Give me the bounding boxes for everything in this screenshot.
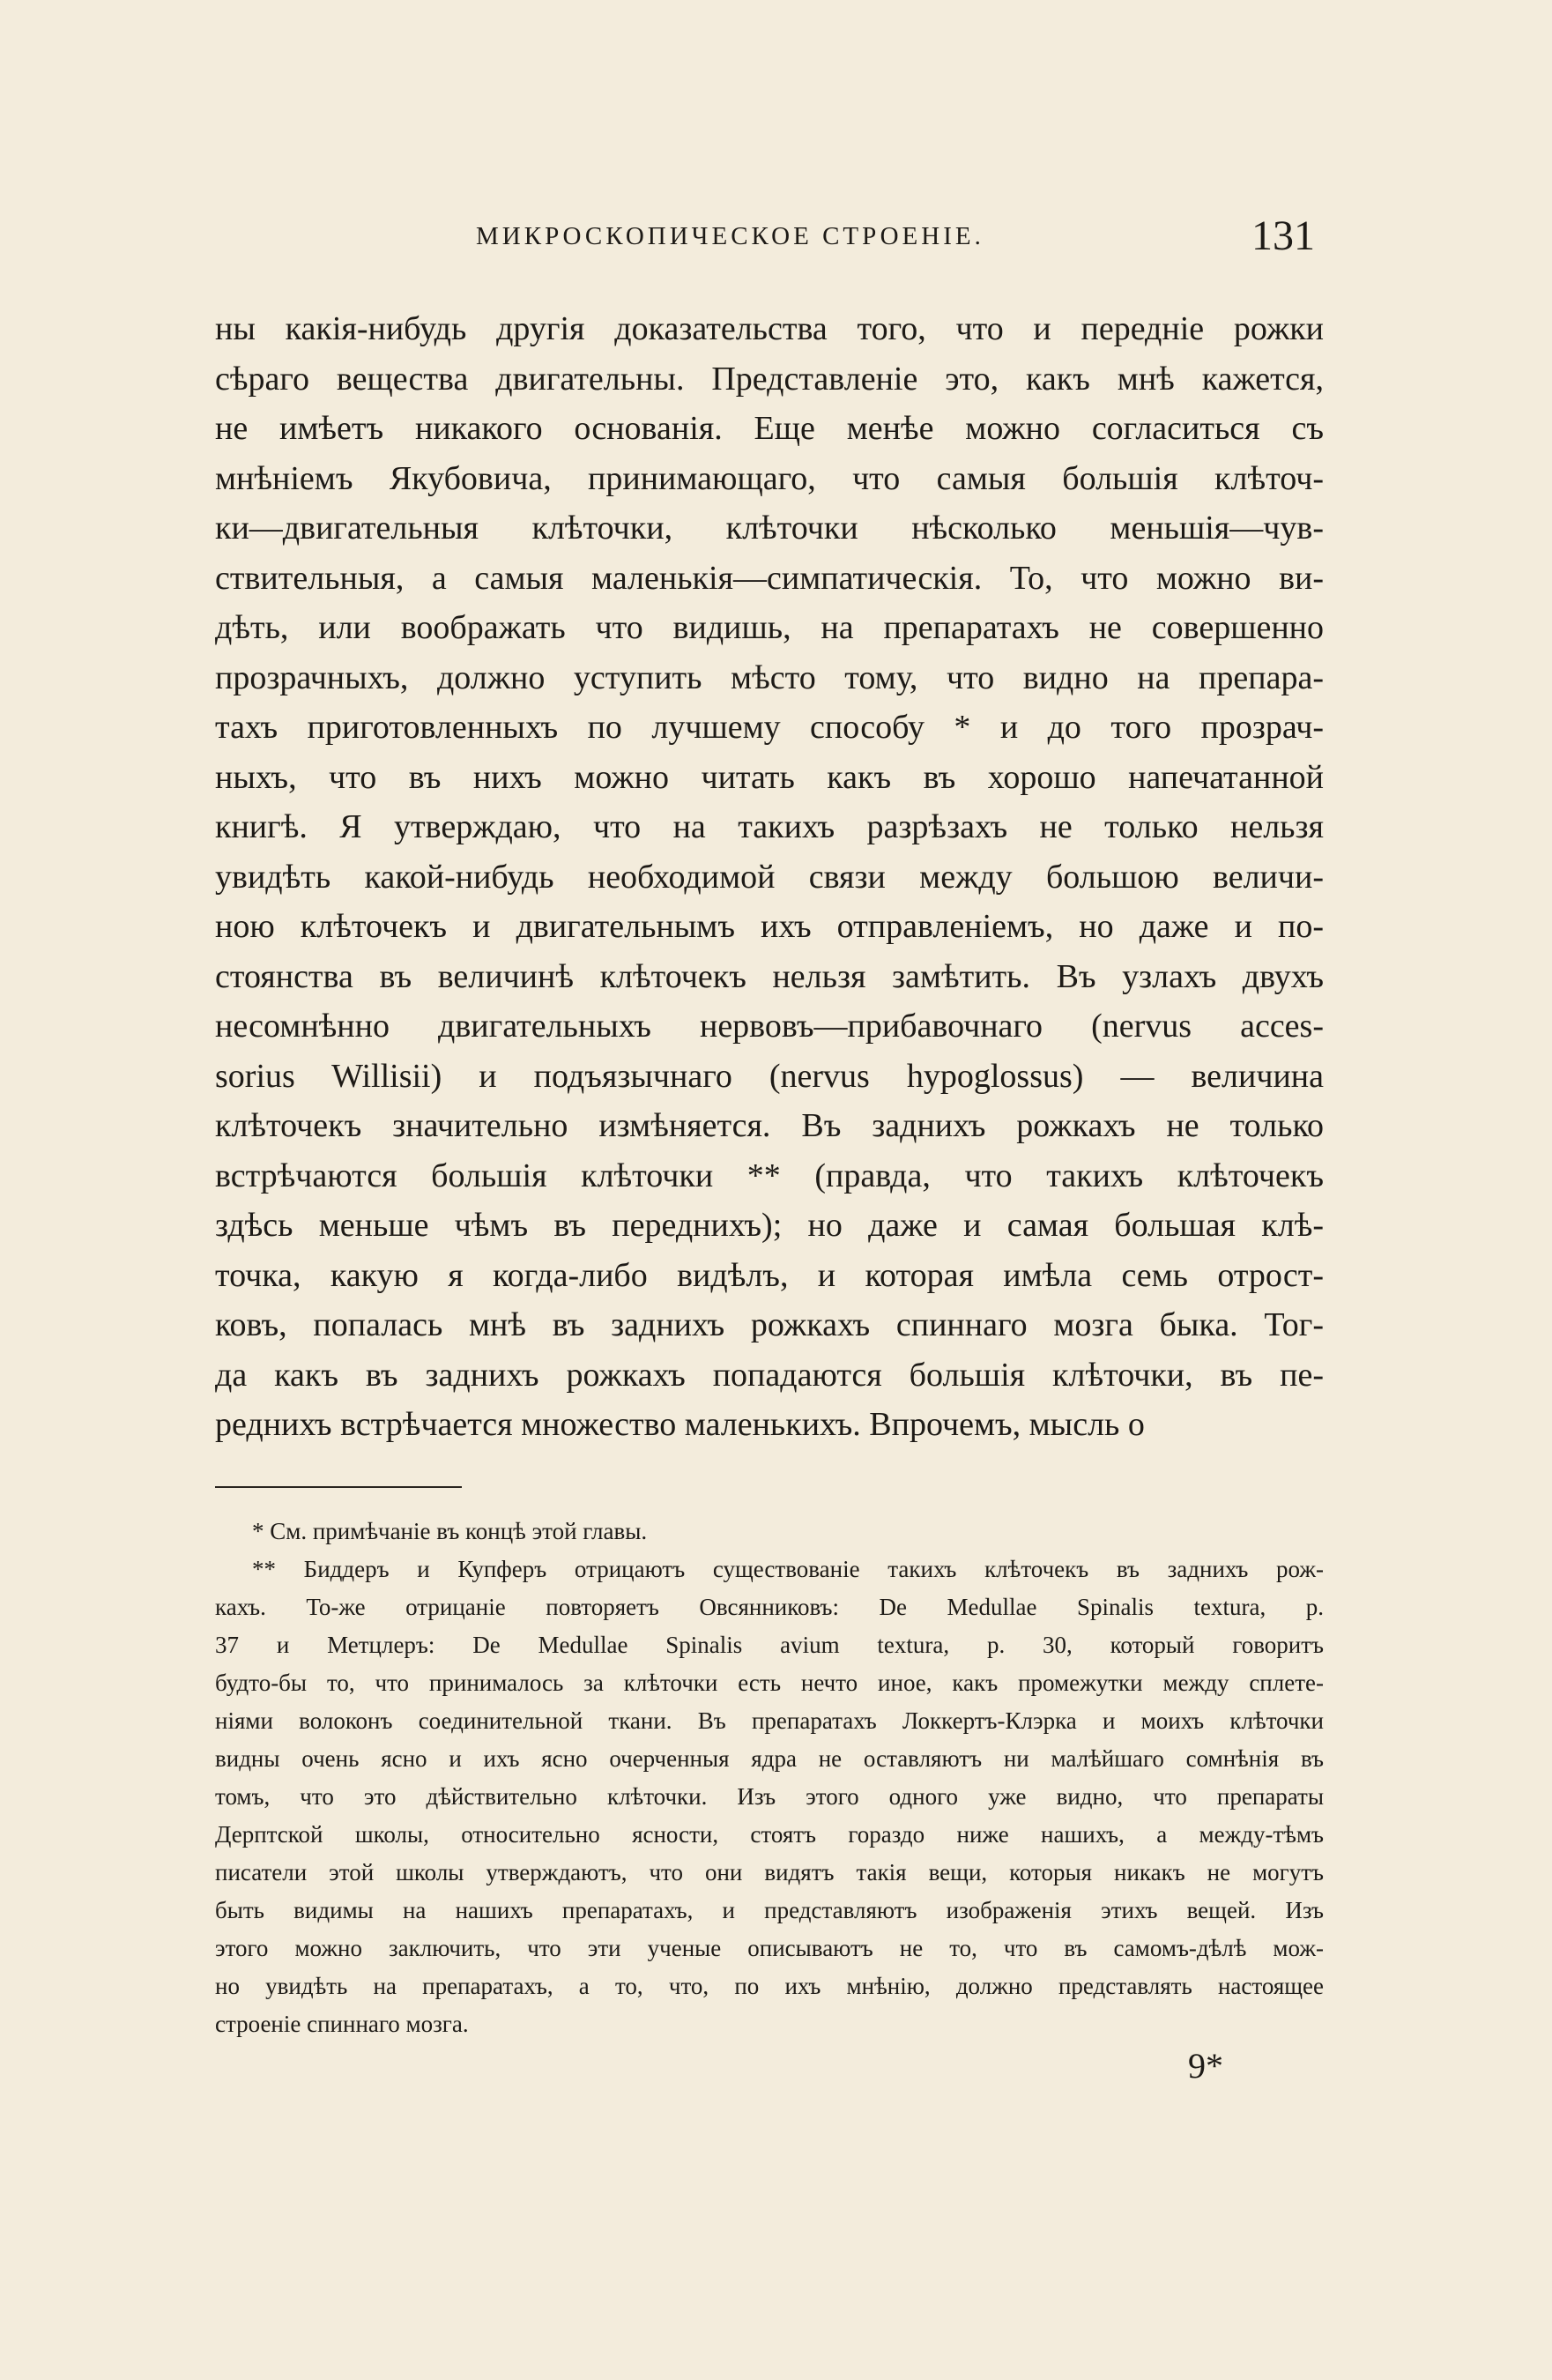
footnote-line: этого можно заключить, что эти ученые описываютъ не то, что въ самомъ-дѣлѣ мож- bbox=[215, 1935, 1324, 1961]
text-line: дѣть, или воображать что видишь, на препаратахъ не совершенно bbox=[215, 609, 1324, 646]
footnote-line: будто-бы то, что принималось за клѣточки есть нечто иное, какъ промежутки между сплете- bbox=[215, 1670, 1324, 1696]
footnote-line: видны очень ясно и ихъ ясно очерченныя ядра не оставляютъ ни малѣйшаго сомнѣнія въ bbox=[215, 1745, 1324, 1772]
text-line: мнѣніемъ Якубовича, принимающаго, что самыя большія клѣточ- bbox=[215, 459, 1324, 497]
footnote-line: строеніе спиннаго мозга. bbox=[215, 2011, 469, 2037]
footnote-line: * См. примѣчаніе въ концѣ этой главы. bbox=[252, 1518, 648, 1544]
text-line: здѣсь меньше чѣмъ въ переднихъ); но даже и самая большая клѣ- bbox=[215, 1207, 1324, 1244]
text-line: увидѣть какой-нибудь необходимой связи между большою величи- bbox=[215, 858, 1324, 896]
text-line: встрѣчаются большія клѣточки ** (правда, что такихъ клѣточекъ bbox=[215, 1157, 1324, 1194]
text-line: не имѣетъ никакого основанія. Еще менѣе можно согласиться съ bbox=[215, 410, 1324, 447]
page-number: 131 bbox=[1251, 212, 1315, 259]
footnotes bbox=[215, 1513, 1324, 2043]
signature-mark: 9* bbox=[1188, 2046, 1223, 2086]
text-line: sorius Willisii) и подъязычнаго (nervus hypoglossus) — величина bbox=[215, 1057, 1324, 1095]
footnote-line: быть видимы на нашихъ препаратахъ, и представляютъ изображенія этихъ вещей. Изъ bbox=[215, 1897, 1324, 1923]
text-line: ною клѣточекъ и двигательнымъ ихъ отправленіемъ, но даже и по- bbox=[215, 908, 1324, 945]
footnote-line: 37 и Метцлеръ: De Medullae Spinalis avium textura, p. 30, который говоритъ bbox=[215, 1632, 1324, 1658]
text-line: реднихъ встрѣчается множество маленькихъ. Впрочемъ, мысль о bbox=[215, 1406, 1145, 1443]
text-line: тахъ приготовленныхъ по лучшему способу * и до того прозрач- bbox=[215, 709, 1324, 746]
text-line: да какъ въ заднихъ рожкахъ попадаются большія клѣточки, въ пе- bbox=[215, 1356, 1324, 1394]
footnote-line: томъ, что это дѣйствительно клѣточки. Изъ этого одного уже видно, что препараты bbox=[215, 1783, 1324, 1810]
running-title: МИКРОСКОПИЧЕСКОЕ СТРОЕНІЕ. bbox=[476, 222, 984, 250]
text-line: ки—двигательныя клѣточки, клѣточки нѣсколько меньшія—чув- bbox=[215, 509, 1324, 547]
text-line: книгѣ. Я утверждаю, что на такихъ разрѣзахъ не только нельзя bbox=[215, 808, 1324, 845]
footnote-line: ** Биддеръ и Купферъ отрицаютъ существованіе такихъ клѣточекъ въ заднихъ рож- bbox=[252, 1556, 1324, 1582]
text-line: ствительныя, а самыя маленькія—симпатическія. То, что можно ви- bbox=[215, 559, 1324, 597]
text-line: стоянства въ величинѣ клѣточекъ нельзя замѣтить. Въ узлахъ двухъ bbox=[215, 957, 1324, 995]
text-line: несомнѣнно двигательныхъ нервовъ—прибавочнаго (nervus acces- bbox=[215, 1008, 1324, 1045]
footnote-line: но увидѣть на препаратахъ, а то, что, по ихъ мнѣнію, должно представлять настоящее bbox=[215, 1973, 1324, 1999]
text-line: ны какія-нибудь другія доказательства того, что и передніе рожки bbox=[215, 310, 1324, 347]
text-line: ковъ, попалась мнѣ въ заднихъ рожкахъ спиннаго мозга быка. Тог- bbox=[215, 1306, 1324, 1343]
footnote-separator bbox=[215, 1486, 462, 1488]
text-line: ныхъ, что въ нихъ можно читать какъ въ хорошо напечатанной bbox=[215, 758, 1324, 796]
text-line: клѣточекъ значительно измѣняется. Въ заднихъ рожкахъ не только bbox=[215, 1107, 1324, 1144]
text-line: точка, какую я когда-либо видѣлъ, и которая имѣла семь отрост- bbox=[215, 1256, 1324, 1294]
footnote-line: писатели этой школы утверждаютъ, что они видятъ такія вещи, которыя никакъ не могутъ bbox=[215, 1859, 1324, 1885]
text-line: прозрачныхъ, должно уступить мѣсто тому, что видно на препара- bbox=[215, 658, 1324, 696]
footnote-line: Дерптской школы, относительно ясности, стоятъ гораздо ниже нашихъ, а между-тѣмъ bbox=[215, 1821, 1324, 1848]
main-text bbox=[215, 304, 1324, 1450]
footnote-line: кахъ. То-же отрицаніе повторяетъ Овсянниковъ: De Medullae Spinalis textura, p. bbox=[215, 1594, 1324, 1620]
footnote-line: ніями волоконъ соединительной ткани. Въ препаратахъ Локкертъ-Клэрка и моихъ клѣточки bbox=[215, 1707, 1324, 1734]
text-line: сѣраго вещества двигательны. Представленіе это, какъ мнѣ кажется, bbox=[215, 360, 1324, 398]
